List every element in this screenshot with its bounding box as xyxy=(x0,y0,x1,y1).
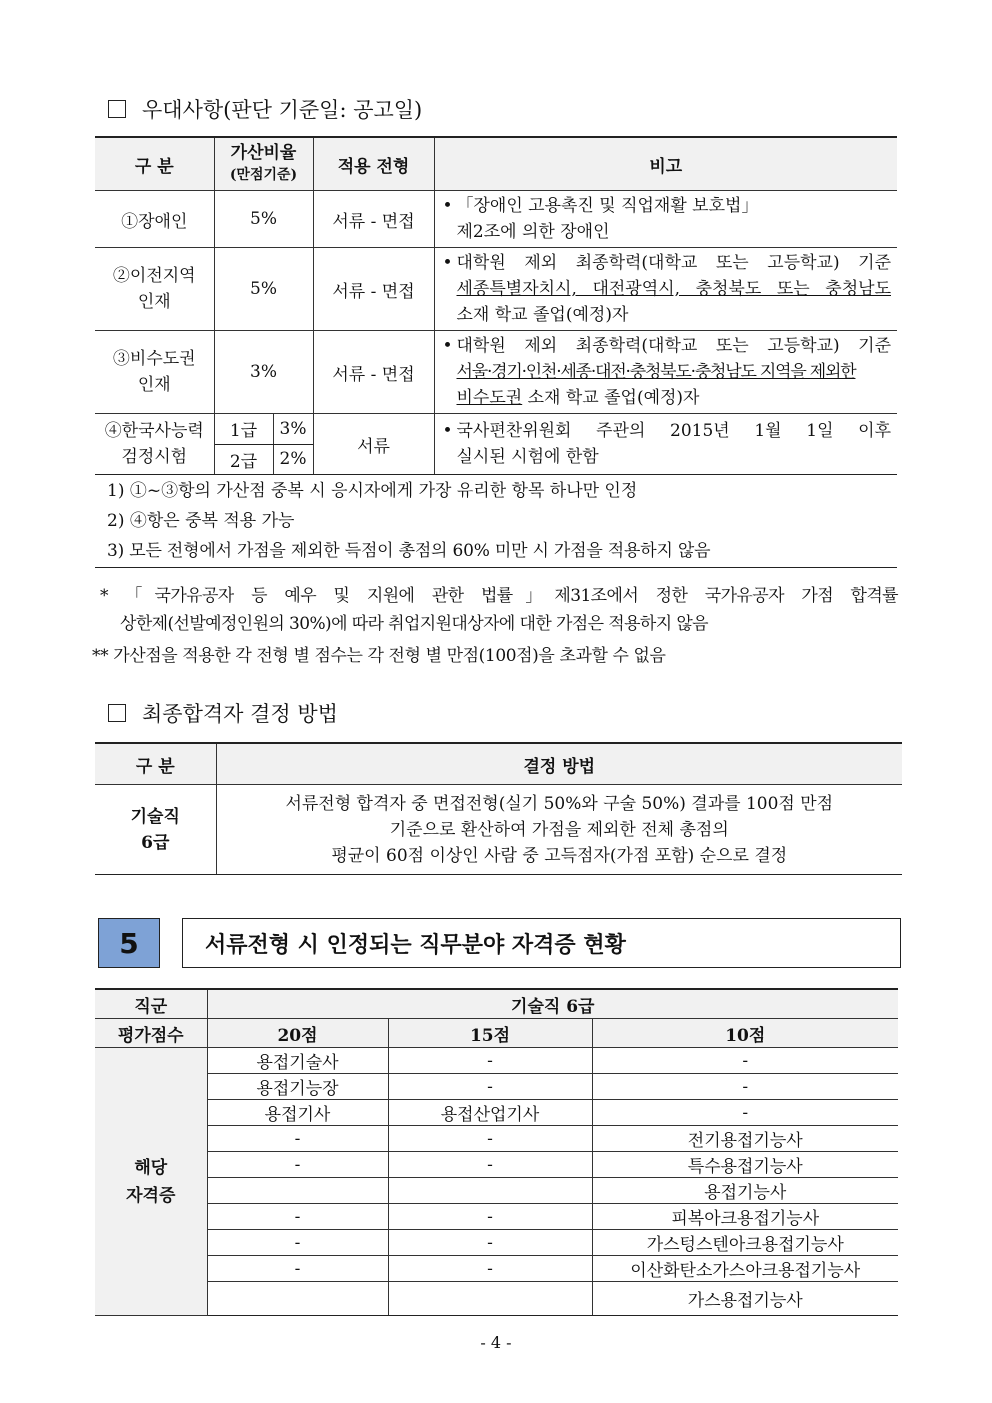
table-row: - - 이산화탄소가스아크용접기능사 xyxy=(95,1256,898,1282)
checkbox-square-icon xyxy=(108,704,126,722)
section-title-final: 최종합격자 결정 방법 xyxy=(108,698,338,728)
footnote-1: 1) ①~③항의 가산점 중복 시 응시자에게 가장 유리한 항목 하나만 인정 xyxy=(107,481,638,501)
footnote-2: 2) ④항은 중복 적용 가능 xyxy=(107,511,295,531)
score-15: 15점 xyxy=(388,1019,592,1048)
score-10: 10점 xyxy=(592,1019,898,1048)
divider xyxy=(95,567,897,568)
grade-subtable: 1급 3% 2급 2% xyxy=(215,414,313,474)
section-5-title: 서류전형 시 인정되는 직무분야 자격증 현황 xyxy=(182,918,901,968)
table-row: ②이전지역 인재 5% 서류 - 면접 • 대학원 제외 최종학력(대학교 또는 고등학교) 기준 세종특별자치시, 대전광역시, 충청북도 또는 충청남도 소재 학교 졸업(예정)자 xyxy=(95,248,897,331)
header-stage: 적용 전형 xyxy=(313,137,434,191)
footnote-3: 3) 모든 전형에서 가점을 제외한 득점이 총점의 60% 미만 시 가점을 적용하지 않음 xyxy=(107,541,711,561)
benefit-table xyxy=(95,136,897,475)
final-decision-table: 구 분 결정 방법 기술직 6급 서류전형 합격자 중 면접전형(실기 50%와 구술 50%) 결과를 100점 만점 기준으로 환산하여 가점을 제외한 전체 총점의 평균이 60점 이상인 사람 중 고득점자(가점 포함) 순으로 결정 xyxy=(95,742,902,875)
table-row: 용접기능사 xyxy=(95,1178,898,1204)
table-row: - - 피복아크용접기능사 xyxy=(95,1204,898,1230)
table-row: 해당 자격증 용접기술사 - - xyxy=(95,1048,898,1074)
footnotes xyxy=(107,476,897,566)
table-row: 가스용접기능사 xyxy=(95,1282,898,1316)
score-20: 20점 xyxy=(207,1019,388,1048)
header-method: 결정 방법 xyxy=(216,743,902,785)
section-title-benefits: 우대사항(판단 기준일: 공고일) xyxy=(108,94,422,124)
job-value: 기술직 6급 xyxy=(207,989,898,1019)
table-row: ④한국사능력 검정시험 1급 3% 2급 2% 서류 • 국사편찬위원회 주관의 2015년 1월 1일 이후 실시된 시험에 한함 xyxy=(95,414,897,475)
header-ratio: 가산비율 (만점기준) xyxy=(214,137,313,191)
table-row: 용접기능장 - - xyxy=(95,1074,898,1100)
page-number: - 4 - xyxy=(480,1333,512,1352)
table-row: ①장애인 5% 서류 - 면접 • 「장애인 고용촉진 및 직업재활 보호법」 제2조에 의한 장애인 xyxy=(95,191,897,248)
header-category: 구 분 xyxy=(95,137,214,191)
table-row: ③비수도권 인재 3% 서류 - 면접 • 대학원 제외 최종학력(대학교 또는 고등학교) 기준 서울·경기·인천·세종·대전·충청북도·충청남도 지역을 제외한 비수도권 소재 학교 졸업(예정)자 xyxy=(95,331,897,414)
checkbox-square-icon xyxy=(108,100,126,118)
table-row: - - 가스텅스텐아크용접기능사 xyxy=(95,1230,898,1256)
table-header-row xyxy=(95,137,897,191)
certificate-table xyxy=(95,988,898,1316)
header-note: 비고 xyxy=(434,137,897,191)
job-label: 직군 xyxy=(95,989,207,1019)
table-row: 용접기사 용접산업기사 - xyxy=(95,1100,898,1126)
asterisk-notes: * 「국가유공자 등 예우 및 지원에 관한 법률」제31조에서 정한 국가유공자 가점 합격률 상한제(선발예정인원의 30%)에 따라 취업지원대상자에 대한 가점은 적용하지 않음 ** 가산점을 적용한 각 전형 별 점수는 각 전형 별 만점(100점)을 초과할 수 없음 xyxy=(92,586,898,666)
header-category: 구 분 xyxy=(95,743,216,785)
table-row: - - 특수용접기능사 xyxy=(95,1152,898,1178)
score-label: 평가점수 xyxy=(95,1019,207,1048)
cert-label: 해당 자격증 xyxy=(95,1048,207,1316)
section-number-badge: 5 xyxy=(98,918,160,968)
table-row: - - 전기용접기능사 xyxy=(95,1126,898,1152)
